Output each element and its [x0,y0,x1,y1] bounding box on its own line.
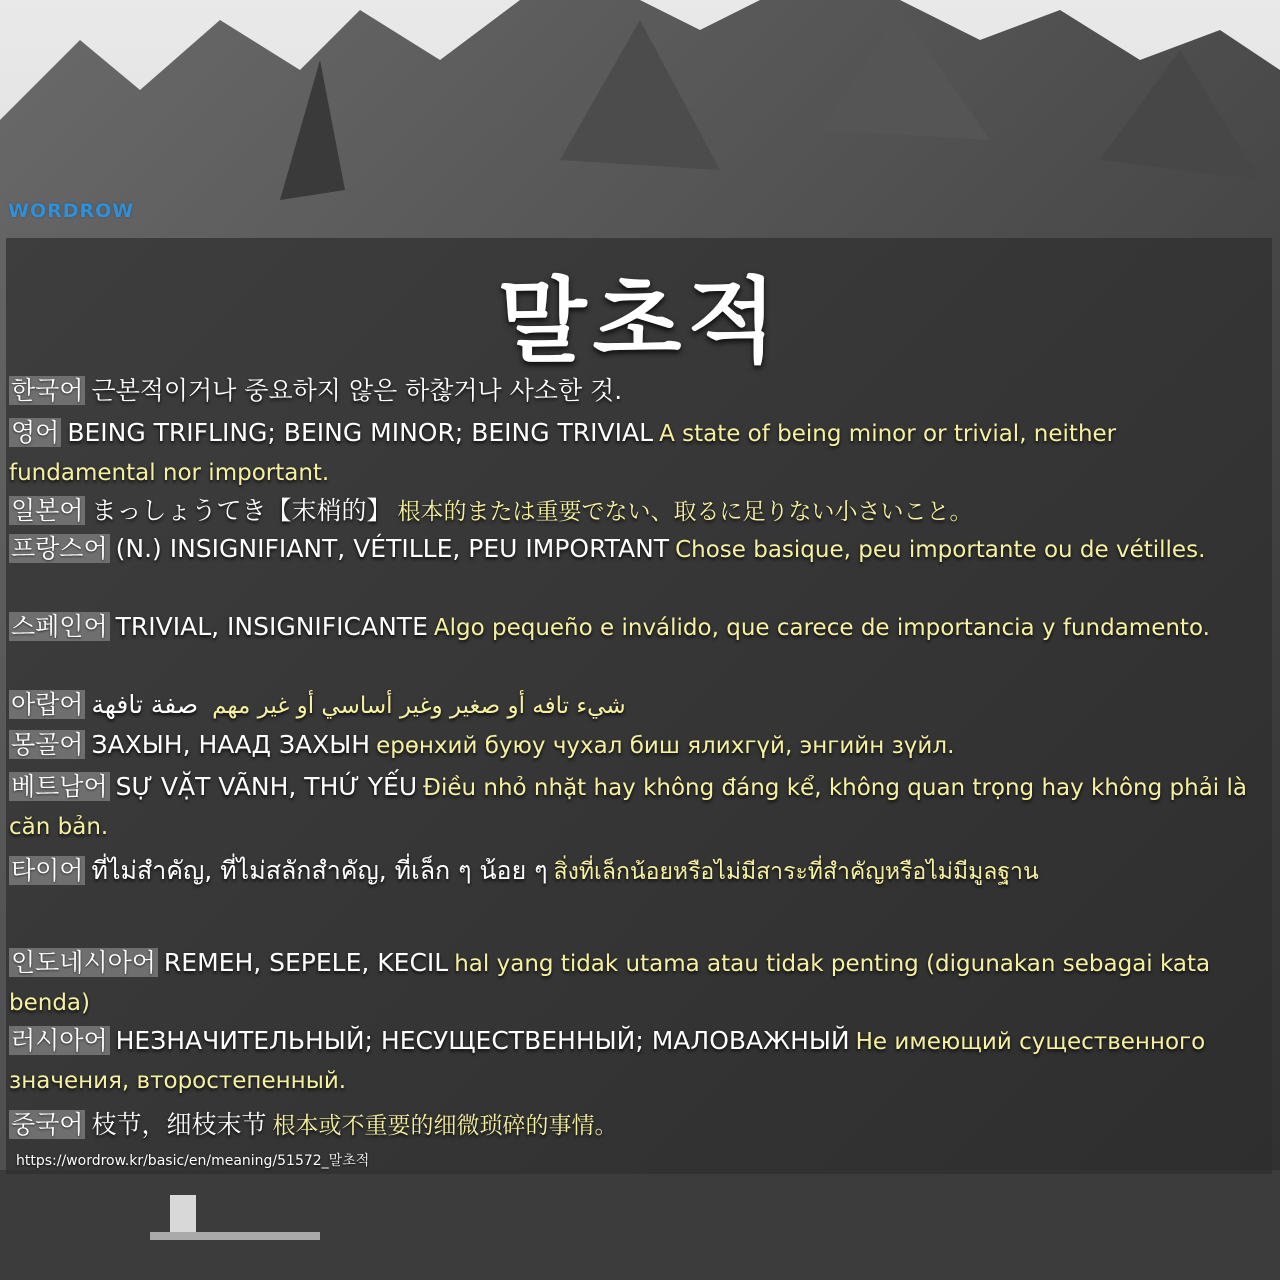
lang-label: 베트남어 [11,772,108,801]
lang-label: 영어 [11,418,60,447]
entry-spanish [9,608,1249,647]
entry-vietnamese [9,768,1249,846]
lang-label: 몽골어 [11,730,84,759]
wordrow-logo: WORDROW [8,200,135,222]
definition-text: شيء تافه أو صغير وغير أساسي أو غير مهم [212,693,626,719]
translation-text: صفة تافهة [91,690,199,719]
headword-title: 말초적 [497,268,783,375]
lang-label: 아랍어 [11,690,84,719]
lang-label: 프랑스어 [11,534,108,563]
source-url: https://wordrow.kr/basic/en/meaning/51572_말초적 [16,1153,370,1169]
definition-text: A state of being minor or trivial, neither fundamental nor important. [9,421,1117,486]
lang-label: 일본어 [11,496,84,525]
translation-text: 枝节，细枝末节 [91,1110,267,1139]
lang-label: 타이어 [11,856,84,885]
translation-text: TRIVIAL, INSIGNIFICANTE [115,612,428,641]
entry-chinese [9,1106,1249,1145]
lang-label: 러시아어 [11,1026,108,1055]
lang-label: 중국어 [11,1110,84,1139]
translation-text: REMEH, SEPELE, KECIL [163,948,449,977]
entry-russian [9,1022,1249,1100]
translation-text: ที่ไม่สำคัญ, ที่ไม่สลักสำคัญ, ที่เล็ก ๆ น้อย ๆ [91,856,548,885]
entry-mongolian [9,726,1249,765]
translation-text: (N.) INSIGNIFIANT, VÉTILLE, PEU IMPORTANT [115,534,670,563]
translation-text: BEING TRIFLING; BEING MINOR; BEING TRIVIAL [67,418,654,447]
entry-arabic [9,686,1249,725]
definition-text: ерөнхий буюу чухал биш ялихгүй, энгийн зүйл. [376,733,955,759]
definition-text: สิ่งที่เล็กน้อยหรือไม่มีสาระที่สำคัญหรือไม่มีมูลฐาน [553,859,1039,885]
translation-text: まっしょうてき【末梢的】 [91,496,392,525]
entry-indonesian [9,944,1249,1022]
translation-text: SỰ VẶT VÃNH, THỨ YẾU [115,772,418,801]
definition-text: Điều nhỏ nhặt hay không đáng kể, không quan trọng hay không phải là căn bản. [9,775,1247,840]
lang-label: 인도네시아어 [11,948,156,977]
entry-french [9,530,1249,569]
lang-label: 한국어 [11,376,84,405]
entry-english [9,414,1249,492]
translation-text: 근본적이거나 중요하지 않은 하찮거나 사소한 것. [91,376,623,405]
entry-thai [9,852,1249,891]
definition-text: Algo pequeño e inválido, que carece de importancia y fundamento. [433,615,1210,641]
definition-text: hal yang tidak utama atau tidak penting (digunakan sebagai kata benda) [9,951,1211,1016]
translation-text: НЕЗНАЧИТЕЛЬНЫЙ; НЕСУЩЕСТВЕННЫЙ; МАЛОВАЖНЫЙ [115,1026,850,1055]
definition-text: 根本或不重要的细微琐碎的事情。 [272,1113,618,1139]
definition-text: Chose basique, peu importante ou de vétilles. [675,537,1206,563]
entry-japanese [9,492,1249,531]
entry-korean [9,372,1249,411]
translation-text: ЗАХЫН, НААД ЗАХЫН [91,730,371,759]
definition-text: Не имеющий существенного значения, второстепенный. [9,1029,1206,1094]
definition-text: 根本的または重要でない、取るに足りない小さいこと。 [397,499,973,525]
lang-label: 스페인어 [11,612,108,641]
